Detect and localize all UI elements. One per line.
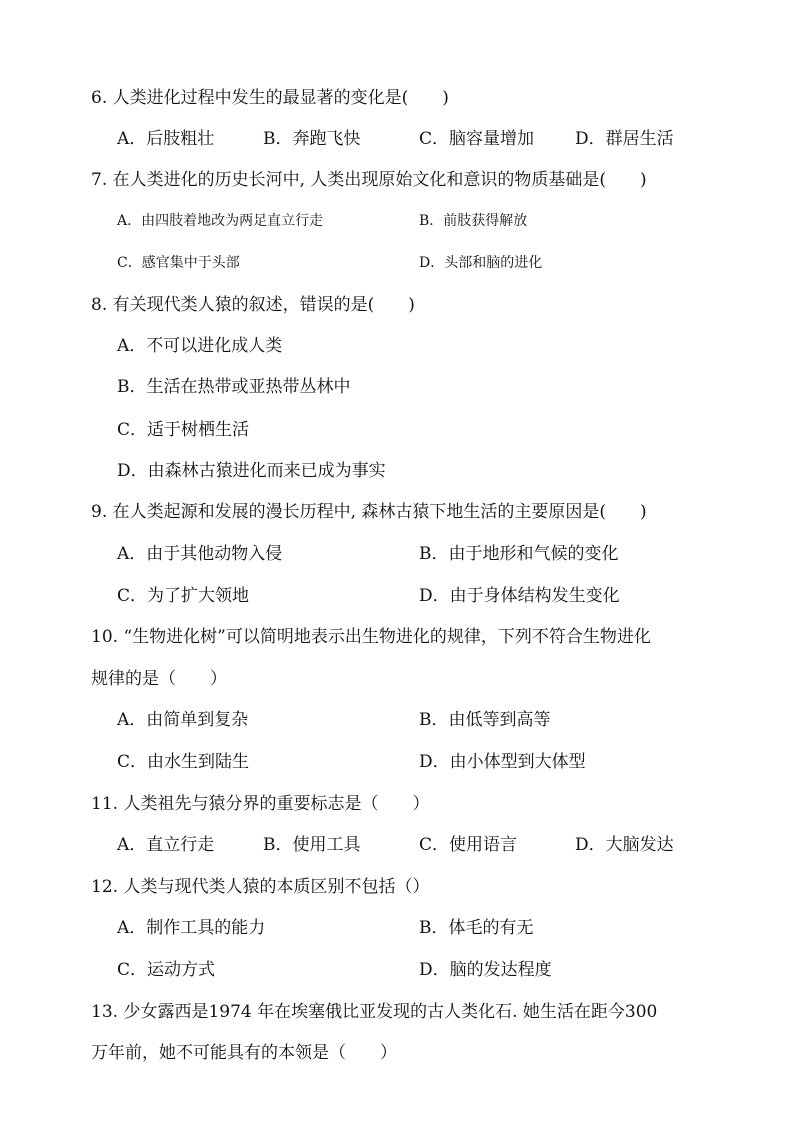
question-10-stem-line1: 10. “生物进化树”可以简明地表示出生物进化的规律，下列不符合生物进化 <box>91 627 651 647</box>
question-8-option-a: A．不可以进化成人类 <box>117 336 283 356</box>
question-10-option-d: D．由小体型到大体型 <box>419 752 586 772</box>
question-7-stem: 7. 在人类进化的历史长河中, 人类出现原始文化和意识的物质基础是( ) <box>91 170 647 190</box>
question-10-option-a: A．由简单到复杂 <box>117 710 249 730</box>
question-12-option-b: B．体毛的有无 <box>419 918 534 938</box>
question-10-option-b: B．由低等到高等 <box>419 710 551 730</box>
question-7-option-b: B．前肢获得解放 <box>419 213 528 229</box>
question-10-option-c: C．由水生到陆生 <box>117 752 250 772</box>
question-12-option-a: A．制作工具的能力 <box>117 918 266 938</box>
question-12-stem: 12. 人类与现代类人猿的本质区别不包括（） <box>91 877 430 897</box>
question-7-option-c: C．感官集中于头部 <box>117 255 240 271</box>
question-13-stem-line1: 13. 少女露西是1974 年在埃塞俄比亚发现的古人类化石. 她生活在距今300 <box>91 1002 658 1022</box>
question-9-option-b: B．由于地形和气候的变化 <box>419 544 619 564</box>
question-10-stem-line2: 规律的是（ ） <box>91 669 227 689</box>
question-11-option-a: A．直立行走 <box>117 835 215 855</box>
question-11-option-c: C．使用语言 <box>419 835 518 855</box>
question-9-option-a: A．由于其他动物入侵 <box>117 544 283 564</box>
question-11-stem: 11. 人类祖先与猿分界的重要标志是（ ） <box>91 794 430 814</box>
question-13-stem-line2: 万年前，她不可能具有的本领是（ ） <box>91 1043 397 1063</box>
question-7-option-d: D．头部和脑的进化 <box>419 255 543 271</box>
question-9-stem: 9. 在人类起源和发展的漫长历程中, 森林古猿下地生活的主要原因是( ) <box>91 502 647 522</box>
question-8-stem: 8. 有关现代类人猿的叙述，错误的是( ) <box>91 295 415 315</box>
question-6-option-d: D．群居生活 <box>575 129 674 149</box>
question-7-option-a: A．由四肢着地改为两足直立行走 <box>117 213 324 229</box>
question-12-option-d: D．脑的发达程度 <box>419 960 552 980</box>
question-9-option-d: D．由于身体结构发生变化 <box>419 586 620 606</box>
question-12-option-c: C．运动方式 <box>117 960 216 980</box>
question-9-option-c: C．为了扩大领地 <box>117 586 250 606</box>
question-11-option-d: D．大脑发达 <box>575 835 674 855</box>
question-6-stem: 6. 人类进化过程中发生的最显著的变化是( ) <box>91 88 449 108</box>
question-8-option-c: C．适于树栖生活 <box>117 420 250 440</box>
question-11-option-b: B．使用工具 <box>263 835 361 855</box>
question-6-option-b: B．奔跑飞快 <box>263 129 361 149</box>
question-6-option-a: A．后肢粗壮 <box>117 129 215 149</box>
question-6-option-c: C．脑容量增加 <box>419 129 535 149</box>
question-8-option-b: B．生活在热带或亚热带丛林中 <box>117 377 351 397</box>
question-8-option-d: D．由森林古猿进化而来已成为事实 <box>117 461 386 481</box>
